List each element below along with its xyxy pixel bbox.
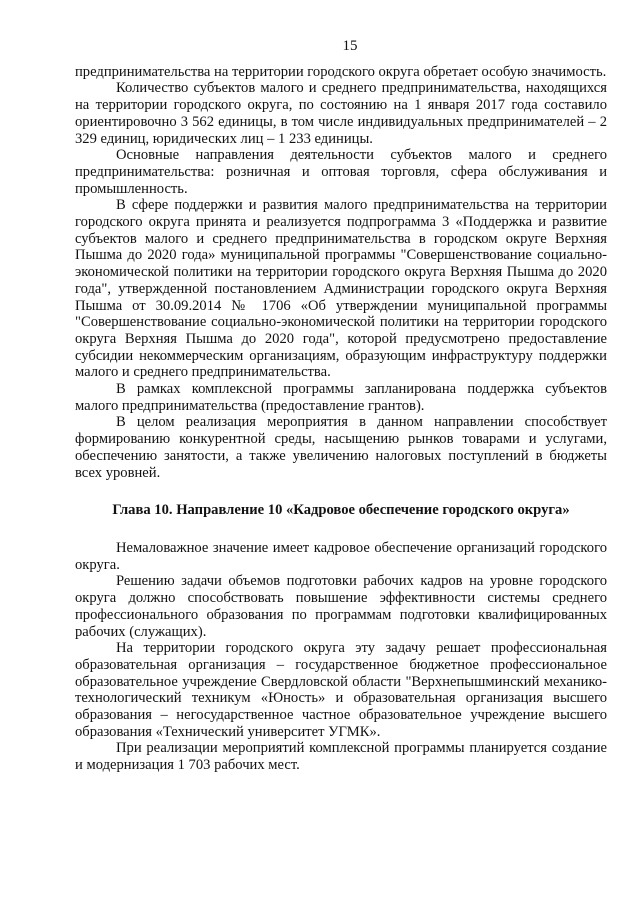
paragraph-smb-count: Количество субъектов малого и среднего предпринимательства, находящихся на территории городского округа, по состоянию на 1 января 2017 года составило ориентировочно 3 562 единицы, в том числе индивидуальных предпринимателей – 2 329 единиц, юридических лиц – 1 233 единицы. bbox=[75, 80, 607, 147]
paragraph-overall-effect: В целом реализация мероприятия в данном направлении способствует формированию конкурентной среды, насыщению рынков товарами и услугами, обеспечению занятости, а также увеличению налоговых поступлений в бюджеты всех уровней. bbox=[75, 414, 607, 481]
paragraph-training-task: Решению задачи объемов подготовки рабочих кадров на уровне городского округа должно способствовать повышение эффективности системы среднего профессионального образования по программам подготовки квалифицированных рабочих (служащих). bbox=[75, 573, 607, 640]
paragraph-grants: В рамках комплексной программы запланирована поддержка субъектов малого предпринимательства (предоставление грантов). bbox=[75, 381, 607, 414]
page-number: 15 bbox=[342, 38, 358, 54]
paragraph-educational-institutions: На территории городского округа эту задачу решает профессиональная образовательная организация – государственное бюджетное профессиональное образовательное учреждение Свердловской области "Верхнепышминский механико-технологический техникум «Юность» и образовательная организация высшего образования – негосударственное частное образовательное учреждение высшего образования «Технический университет УГМК». bbox=[75, 640, 607, 740]
paragraph-intro-continuation: предпринимательства на территории городского округа обретает особую значимость. bbox=[75, 63, 607, 80]
chapter-heading: Глава 10. Направление 10 «Кадровое обеспечение городского округа» bbox=[112, 502, 570, 519]
paragraph-support-subprogram: В сфере поддержки и развития малого предпринимательства на территории городского округа принята и реализуется подпрограмма 3 «Поддержка и развитие субъектов малого и среднего предпринимательства в городском округе Верхняя Пышма до 2020 года» муниципальной программы "Совершенствование социально-экономической политики на территории городского округа Верхняя Пышма до 2020 года", утвержденной постановлением Администрации городского округа Верхняя Пышма от 30.09.2014 № 1706 «Об утверждении муниципальной программы "Совершенствование социально-экономической политики на территории городского округа Верхняя Пышма до 2020 года", которой предусмотрено предоставление субсидии некоммерческим организациям, образующим инфраструктуру поддержки малого и среднего предпринимательства. bbox=[75, 197, 607, 381]
paragraph-smb-activities: Основные направления деятельности субъектов малого и среднего предпринимательства: розничная и оптовая торговля, сфера обслуживания и промышленность. bbox=[75, 147, 607, 197]
paragraph-staffing-importance: Немаловажное значение имеет кадровое обеспечение организаций городского округа. bbox=[75, 539, 607, 573]
paragraph-workplaces: При реализации мероприятий комплексной программы планируется создание и модернизация 1 703 рабочих мест. bbox=[75, 740, 607, 774]
